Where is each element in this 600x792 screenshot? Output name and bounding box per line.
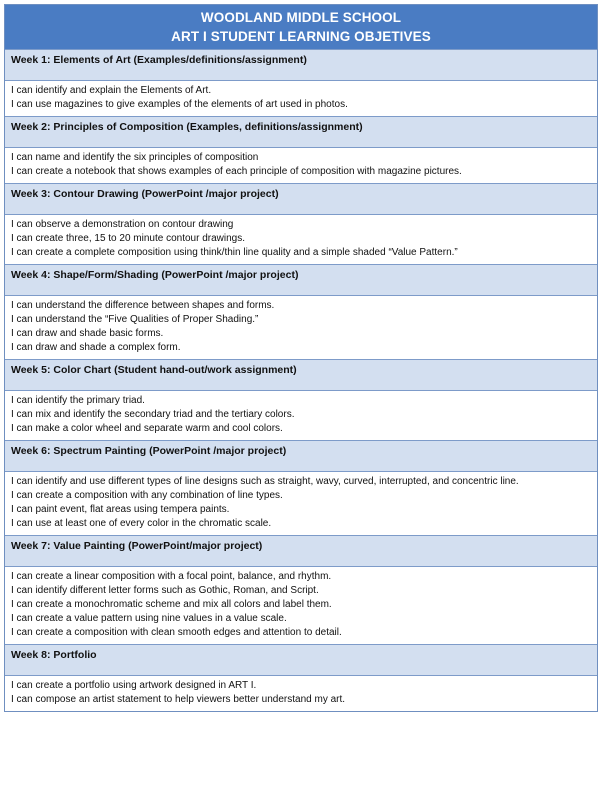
week-header: Week 4: Shape/Form/Shading (PowerPoint /major project) [5,264,597,295]
week-header: Week 1: Elements of Art (Examples/definitions/assignment) [5,49,597,80]
week-objectives [5,80,597,116]
objective-line: I can understand the difference between shapes and forms. [11,300,275,311]
objective-line: I can use at least one of every color in the chromatic scale. [11,518,272,529]
objective-line: I can mix and identify the secondary triad and the tertiary colors. [11,409,295,420]
week-objectives [5,471,597,535]
objective-line: I can identify and use different types of line designs such as straight, wavy, curved, interrupted, and concentric line. [11,476,519,487]
objective-line: I can use magazines to give examples of the elements of art used in photos. [11,99,348,110]
weeks-list [5,49,597,711]
objective-line: I can create a value pattern using nine values in a value scale. [11,613,287,624]
week-header: Week 5: Color Chart (Student hand-out/work assignment) [5,359,597,390]
objective-line: I can create a portfolio using artwork designed in ART I. [11,680,257,691]
week-header: Week 3: Contour Drawing (PowerPoint /major project) [5,183,597,214]
week-header: Week 6: Spectrum Painting (PowerPoint /major project) [5,440,597,471]
objective-line: I can create a complete composition using think/thin line quality and a simple shaded “Value Pattern.” [11,247,458,258]
objectives-table [4,4,598,712]
week-objectives [5,147,597,183]
week-objectives [5,295,597,359]
objective-line: I can create three, 15 to 20 minute contour drawings. [11,233,246,244]
objective-line: I can create a composition with clean smooth edges and attention to detail. [11,627,342,638]
week-header: Week 7: Value Painting (PowerPoint/major project) [5,535,597,566]
objective-line: I can create a monochromatic scheme and mix all colors and label them. [11,599,332,610]
objective-line: I can draw and shade basic forms. [11,328,164,339]
week-objectives [5,566,597,644]
objective-line: I can identify and explain the Elements of Art. [11,85,212,96]
school-name: WOODLAND MIDDLE SCHOOL [200,10,402,25]
week-objectives [5,214,597,264]
week-objectives [5,675,597,711]
objective-line: I can observe a demonstration on contour drawing [11,219,234,230]
week-objectives [5,390,597,440]
week-header: Week 2: Principles of Composition (Examples, definitions/assignment) [5,116,597,147]
objective-line: I can draw and shade a complex form. [11,342,181,353]
week-header: Week 8: Portfolio [5,644,597,675]
document-title: ART I STUDENT LEARNING OBJETIVES [171,29,431,44]
title-banner [5,5,597,49]
objective-line: I can identify different letter forms such as Gothic, Roman, and Script. [11,585,319,596]
objective-line: I can name and identify the six principles of composition [11,152,259,163]
objective-line: I can identify the primary triad. [11,395,145,406]
objective-line: I can paint event, flat areas using tempera paints. [11,504,230,515]
objective-line: I can make a color wheel and separate warm and cool colors. [11,423,283,434]
objective-line: I can create a composition with any combination of line types. [11,490,283,501]
objective-line: I can create a linear composition with a focal point, balance, and rhythm. [11,571,332,582]
objective-line: I can create a notebook that shows examples of each principle of composition with magazine pictures. [11,166,462,177]
objective-line: I can understand the “Five Qualities of Proper Shading.” [11,314,259,325]
objective-line: I can compose an artist statement to help viewers better understand my art. [11,694,346,705]
